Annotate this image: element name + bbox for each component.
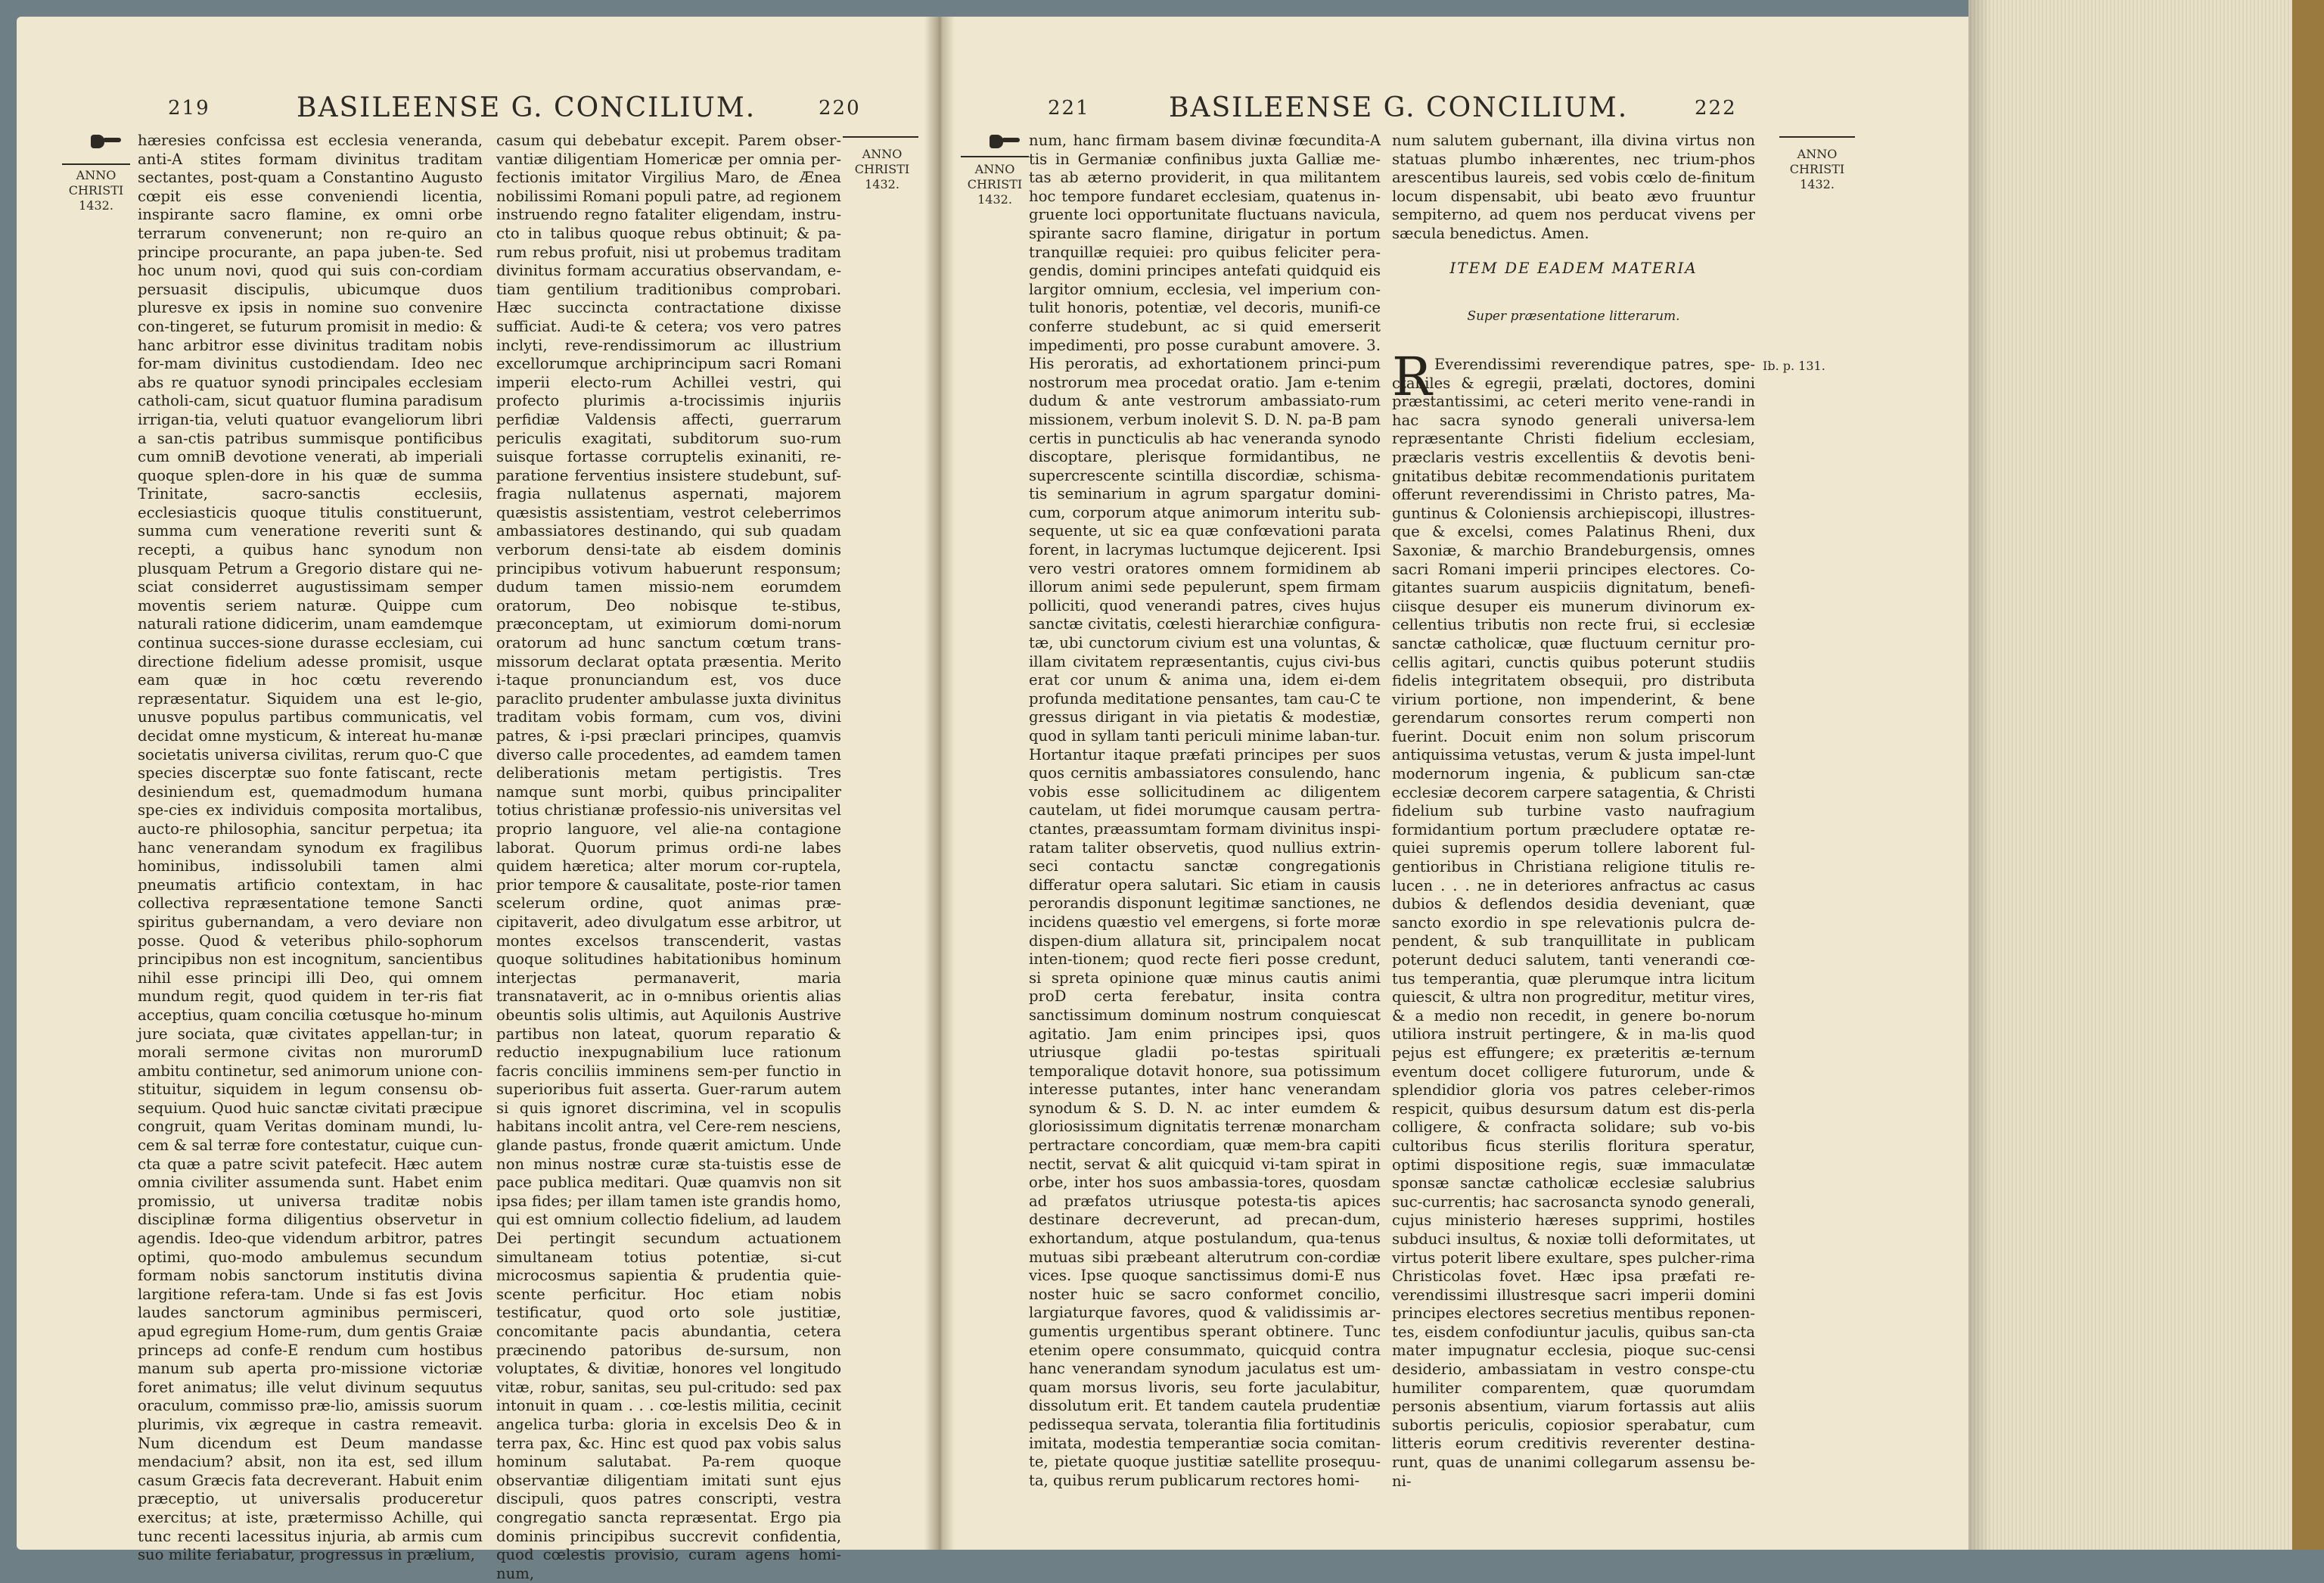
right-col2-closing-text: num salutem gubernant, illa divina virtus non statuas plumbo inhærentes, nec trium-phos arescentibus laureis, sed vobis cœlo de-finitum locum dispensabit, ubi beato ævo fruuntur sempiterno, ad quem nos perducat vivens per sæcula benedictus. Amen. xyxy=(1392,132,1755,242)
left-page-column-2 xyxy=(496,132,841,1582)
margin-year: 1432. xyxy=(865,177,899,191)
margin-christi-word: CHRISTI xyxy=(854,162,910,176)
margin-rule-left-b xyxy=(843,136,918,138)
left-page-column-1 xyxy=(138,132,483,1564)
right-page xyxy=(938,17,1968,1550)
left-page-header xyxy=(17,92,938,138)
page-number-222: 222 xyxy=(1695,97,1737,120)
margin-year: 1432. xyxy=(1800,177,1835,191)
margin-christi-word: CHRISTI xyxy=(1789,162,1845,176)
right-page-column-2-body xyxy=(1392,346,1755,1536)
margin-year: 1432. xyxy=(977,192,1012,207)
margin-rule-right-a xyxy=(961,156,1029,157)
margin-year: 1432. xyxy=(79,198,113,213)
margin-anno-left xyxy=(62,168,130,213)
right-page-column-1 xyxy=(1029,132,1381,1539)
pointing-hand-icon xyxy=(91,132,121,151)
margin-anno-right-outer xyxy=(1779,147,1855,192)
left-col1-text: hæresies confcissa est ecclesia veneranda, anti-A stites formam divinitus traditam sectantes, post-quam a Constantino Augusto cœpit eis esse conveniendi licentia, inspirante sacro flamine, ex omni orbe terrarum convenerunt; non re-quiro an principe procurante, an papa juben-te. Sed hoc unum novi, quod qui suis con-cordiam persuasit discipulis, ubicumque duos pluresve ex ipsis in nomine suo convenire con-tingeret, se futurum promisit in medio: & hanc arbitror esse divinitus traditam nobis for-mam divinitus custodiendam. Ideo nec abs re quatuor synodi principales ecclesiam catholi-cam, sicut quatuor flumina paradisum irrigan-tia, veluti quatuor evangeliorum libri a san-ctis patribus summisque pontificibus cum omniB devotione venerati, ab imperiali quoque splen-dore in his quæ de summa Trinitate, sacro-sanctis ecclesiis, ecclesiasticis quoque titulis constituerunt, summa cum veneratione reveriti sunt & recepti, a quibus hanc synodum non plusquam Petrum a Gregorio distare qui ne-sciat considerret augustissimam semper moventis seriem naturæ. Quippe cum naturali ratione didicerim, unam eamdemque continua succes-sione durasse ecclesiam, cui directione fidelium adesse promisit, usque eam quæ in hoc cœtu reverendo repræsentatur. Siquidem una est le-gio, unusve populus partibus communicatis, vel decidat omne mysticum, & intereat hu-manæ societatis universa civilitas, rerum quo-C que species discerptæ suo fonte fatiscant, recte desiniendum est, quemadmodum humana spe-cies ex individuis composita mortalibus, aucto-re philosophia, sancitur perpetua; ita hanc venerandam synodum ex fragilibus hominibus, indissolubili tamen almi pneumatis artificio contextam, in hac collectiva repræsentatione temone Sancti spiritus gubernandam, a vero deviare non posse. Quod & veteribus philo-sophorum principibus non est incognitum, sancientibus nihil esse principi illi Deo, qui omnem mundum regit, quod quidem in ter-ris fiat acceptius, quam concilia cœtusque ho-minum jure sociata, quæ civitates appellan-tur; in morali sermone civitas non murorumD ambitu continetur, sed animorum unione con-stituitur, siquidem in legum consensu ob-sequium. Quod huic sanctæ civitati præcipue congruit, quam Veritas dominam mundi, lu-cem & sal terræ fore contestatur, cuique cun-cta quæ a patre scivit patefecit. Hæc autem omnia civiliter assumenda sunt. Habet enim promissio, ut universa traditæ nobis disciplinæ forma diligentius observetur in agendis. Ideo-que videndum arbitror, patres optimi, quo-modo ambulemus secundum formam nobis sanctorum institutis divina largitione refera-tam. Unde si fas est Jovis laudes sanctorum agminibus permisceri, apud egregium Home-rum, dum gentis Graiæ princeps ad confe-E rendum cum hostibus manum sub aperta pro-missione victoriæ foret animatus; ille velut divinum sequutus oraculum, commisso præ-lio, amissis suorum plurimis, vix ægreque in castra remeavit. Num dicendum est Deum mandasse mendacium? absit, non ita est, sed illum casum Græcis fata decreverant. Habuit enim præceptio, ut universalis produceretur exercitus; at iste, prætermisso Achille, qui tunc recenti lacessitus injuria, ab armis cum suo milite feriabatur, progressus in prælium, xyxy=(138,132,483,1564)
right-page-column-2-top xyxy=(1392,132,1755,245)
margin-anno-word: ANNO xyxy=(1797,147,1838,161)
right-col2-letter-text: Everendissimi reverendique patres, spe-ctabiles & egregii, prælati, doctores, domini præstantissimi, ac ceteri merito vene-randi in hac sacra synodo generali universa-lem repræsentante Christi fidelium ecclesiam, præclaris vestris excellentiis & devotis beni-gnitatibus debitæ recommendationis puritatem offerunt reverendissimi in Christo patres, Ma-guntinus & Coloniensis archiepiscopi, illustres-que & excelsi, comes Palatinus Rheni, dux Saxoniæ, & marchio Brandeburgensis, omnes sacri Romani imperii principes electores. Co-gitantes suarum auspiciis dignitatum, benefi-ciisque desuper eis munerum divinorum ex-cellentius tributis non recte frui, si ecclesiæ sanctæ catholicæ, quæ fluctuum cernitur pro-cellis agitari, cunctis quibus poterunt studiis fidelis integritatem obsequii, pro distributa virium portione, non impenderint, & bene gerendarum consortes rerum comperti non fuerint. Docuit enim non solum priscorum antiquissima vetustas, verum & justa impel-lunt modernorum ingenia, & publicum san-ctæ ecclesiæ decorem carpere satagentia, & Christi fidelium sub turbine vasto naufragium formidantium portum præcludere optatæ re-quiei supremis operum tollere laborent ful-gentioribus in Christiana religione titulis re-lucen . . . ne in deteriores anfractus ac casus dubios & deflendos desidia deveniant, quæ sancto exordio in spe relevationis pulcra de-pendent, & sub tranquillitate in publicam poterunt deduci salutem, tanti venerandi cœ-tus temperantia, quæ plerumque intra licitum quiescit, & ultra non progreditur, metitur vires, & a medio non recedit, in genere bo-norum utiliora instruit pertingere, & in ma-lis quod pejus est effungere; ex præteritis æ-ternum eventum docet colligere futurorum, unde & splendidior gloria vos patres celeber-rimos respicit, quibus desursum datum est dis-perla colligere, & confracta solidare; sub vo-bis cultoribus ficus sterilis floritura speratur, optimi dispositione regis, suæ immaculatæ sponsæ sanctæ catholicæ ecclesiæ salubrius suc-currentis; hac sacrosancta synodo generali, cujus ministerio hæreses supprimi, hostiles subduci insultus, & noxiæ tolli deformitates, ut virtus poterit libere exultare, spes pulcher-rima Christicolas fovet. Hæc ipsa præfati re-verendissimi illustresque sacri imperii domini principes electores secretius mentibus reponen-tes, eisdem confodiuntur jaculis, quibus san-cta mater impugnatur ecclesia, pioque suc-censi desiderio, ambassiatam in vestro conspe-ctu humiliter comparentem, quæ quorumdam personis absentium, viarum fortassis aut aliis subortis periculis, copiosior sperabatur, cum litteris eorum creditivis reverenter destina-runt, quas de unanimi collegarum assensu be-ni- xyxy=(1392,356,1755,1490)
right-col1-text: num, hanc firmam basem divinæ fœcundita-A tis in Germaniæ confinibus juxta Galliæ me-tas ab æterno providerit, in qua militantem hoc tempore fundaret ecclesiam, quatenus in-gruente loci opportunitate fluctuans navicula, spirante sacro flamine, dirigatur in portum tranquillæ requiei: pro quibus feliciter pera-gendis, domini principes antefati quidquid eis largitor omnium, ecclesia, vel imperium con-tulit honoris, potentiæ, vel decoris, munifi-ce conferre studebunt, ac si quid emerserit impedimenti, pro posse curabunt amovere. 3. His peroratis, ad exhortationem princi-pum nostrorum mea procedat oratio. Jam e-tenim dudum & ante vestrorum ambassiato-rum missionem, verbum inolevit S. D. N. pa-B pam certis in puncticulis ab hac veneranda synodo discoptare, plerisque formidantibus, ne supercrescente scintilla discordiæ, schisma-tis seminarium in agrum spargatur domini-cum, corporum atque animorum interitu sub-sequente, ut sic ea quæ confœvationi parata forent, in lacrymas luctumque dejicerent. Ipsi vero vestri oratores omnem formidinem ab illorum animi sede pepulerunt, spem firmam polliciti, quod venerandi patres, cives hujus sanctæ civitatis, cœlesti hierarchiæ configura-tæ, ubi cunctorum civium est una voluntas, & illam civitatem repræsentantis, cujus civi-bus erat cor unum & anima una, idem ei-dem profunda meditatione pensantes, tam cau-C te gressus dirigant in via pietatis & modestiæ, quod in syllam tanti periculi minime laban-tur. Hortantur itaque præfati principes per suos quos cernitis ambassiatores consulendo, hanc vobis esse sollicitudinem ac diligentem cautelam, ut fidei morumque causam pertra-ctantes, præassumtam formam divinitus inspi-ratam taliter observetis, quod nullius extrin-seci contactu sanctæ congregationis differatur opera salutari. Sic etiam in causis perorandis disponunt legitimæ sanctiones, ne incidens quæstio vel emergens, si forte moræ dispen-dium allatura sit, principalem nocat inten-tionem; quod recte fieri posse credunt, si spreta opinione quæ minus cautis animi proD certa ferebatur, insita contra sanctissimum dominum nostrum conquiescat agitatio. Jam enim principes ipsi, quos utriusque gladii po-testas spirituali temporalique dotavit honore, sua potissimum interesse putantes, inter hanc venerandam synodum & S. D. N. ac inter eumdem & gloriosissimum dignitatis terrenæ monarcham pertractare concordiam, quæ mem-bra capiti nectit, servat & alit quicquid vi-tam spirat in orbe, inter hos suos ambassia-tores, quosdam ad præfatos utriusque potesta-tis apices destinare decreverunt, ad precan-dum, exhortandum, atque postulandum, qua-tenus mutuas sibi præbeant alterutrum con-cordiæ vices. Ipse quoque sanctissimus domi-E nus noster huic se sacro conformet concilio, largiaturque favores, quod & validissimis ar-gumentis urgentibus sperant obtinere. Tunc etenim opere consummato, quicquid contra hanc venerandam synodum jaculatus est um-quam morsus livoris, seu forte jaculabitur, dissolutum erit. Et tandem cautela prudentiæ pedissequa servata, tolerantia filia fortitudinis imitata, modestia temperantiæ socia comitan-te, pietate quoque justitiæ satellite prosequu-ta, quibus rerum publicarum rectores homi- xyxy=(1029,132,1381,1489)
running-title-right: BASILEENSE G. CONCILIUM. xyxy=(1169,92,1629,123)
margin-rule-right-b xyxy=(1779,136,1855,138)
left-col2-text: casum qui debebatur excepit. Parem obser-vantiæ diligentiam Homericæ per omnia per-fectionis imitator Virgilius Maro, de Ænea nobilissimi Romani populi patre, ad regionem instruendo regno fataliter eligendam, instru-cto in talibus quoque rebus obtinuit; & pa-rum rebus profuit, nisi ut probemus traditam divinitus formam accuratius observandam, e-tiam gentilium traditionibus comprobari. Hæc succincta contractatione dixisse sufficiat. Audi-te & cetera; vos vero patres inclyti, reve-rendissimorum ac illustrium excellorumque archiprincipum sacri Romani imperii electo-rum Achillei vestri, qui profecto plurimis a-trocissimis injuriis perfidiæ Valdensis affecti, guerrarum periculis exagitati, subditorum suo-rum suisque fortasse corruptelis exinaniti, re-paratione ferventius insistere studebunt, suf-fragia nullatenus aspernati, majorem quæsistis assistentiam, vestrot celeberrimos ambassiatores destinando, qui sub quadam verborum densi-tate ab eisdem dominis principibus votivum habuerunt responsum; dudum tamen missio-nem eorumdem oratorum, Deo nobisque te-stibus, præconceptam, ut eximiorum domi-norum oratorum ad hunc sanctum cœtum trans-missorum declarat optata præsentia. Merito i-taque pronunciandum est, vos duce paraclito prudenter ambulasse juxta divinitus traditam vobis formam, cum vos, divini patres, & i-psi præclari principes, quamvis diverso calle procedentes, ad eamdem tamen deliberationis metam pertigistis. Tres namque sunt morbi, quibus principaliter totius christianæ professio-nis universitas vel proprio languore, vel alie-na contagione laborat. Quorum primus ordi-ne labes quidem hæretica; alter morum cor-ruptela, prior tempore & causalitate, poste-rior tamen scelerum ordine, quot animas præ-cipitaverit, adeo divulgatum esse arbitror, ut montes excelsos transcenderit, vastas quoque solitudines habitationibus hominum interjectas permanaverit, maria transnataverit, ac in o-mnibus orientis alias obeuntis solis ultimis, aut Aquilonis Austrive partibus non lateat, quorum reparatio & reductio inexpugnabilium luce rationum facris conciliis imminens sem-per functio in superioribus fuit asserta. Guer-rarum autem si quis ignoret discrimina, vel in scopulis habitans incolit antra, vel Cere-rem nesciens, glande pastus, fronde quærit amictum. Unde non minus nostræ curæ sta-tuistis esse de pace publica meditari. Quæ quamvis non sit ipsa fides; per illam tamen iste grandis homo, qui est omnium collectio fidelium, ad laudem Dei pertingit secundum actuationem simultaneam totius potentiæ, si-cut microcosmus sapientia & prudentia quie-scente perficitur. Hoc etiam nobis testificatur, quod orto sole justitiæ, concomitante pacis abundantia, cetera præcinendo patoribus de-sursum, non voluptates, & divitiæ, honores vel longitudo vitæ, robur, sanitas, seu pul-critudo: sed pax intonuit in quam . . . cœ-lestis militia, cecinit angelica turba: gloria in excelsis Deo & in terra pax, &c. Hinc est quod pax vobis salus hominum salutabat. Pa-rem quoque observantiæ diligentiam imitati sunt ejus discipuli, quos patres conscripti, vestra congregatio sancta repræsentat. Ergo pia dominis principibus succrevit confidentia, quod cœlestis provisio, curam agens homi-num, xyxy=(496,132,841,1582)
left-page xyxy=(17,17,938,1582)
page-number-221: 221 xyxy=(1048,97,1090,120)
running-title-left: BASILEENSE G. CONCILIUM. xyxy=(297,92,757,123)
margin-anno-word: ANNO xyxy=(76,168,117,182)
page-edges xyxy=(1968,0,2324,1550)
margin-anno-left-inner xyxy=(844,147,920,192)
page-number-220: 220 xyxy=(819,97,861,120)
margin-christi-word: CHRISTI xyxy=(68,183,124,197)
section-heading: ITEM DE EADEM MATERIA xyxy=(1449,259,1698,277)
page-number-219: 219 xyxy=(168,97,210,120)
book-gutter xyxy=(924,17,955,1550)
right-page-header xyxy=(938,92,1968,138)
margin-anno-word: ANNO xyxy=(862,147,903,161)
book-cover-edge xyxy=(2292,0,2324,1550)
page-edges-shade xyxy=(1968,0,1991,1550)
margin-rule-left-a xyxy=(62,163,130,165)
margin-anno-right xyxy=(961,162,1029,207)
margin-christi-word: CHRISTI xyxy=(967,177,1023,191)
pointing-hand-icon xyxy=(990,132,1020,151)
drop-cap: R xyxy=(1392,346,1432,408)
side-reference: Ib. p. 131. xyxy=(1763,359,1825,373)
margin-anno-word: ANNO xyxy=(974,162,1015,176)
section-subheading: Super præsentatione litterarum. xyxy=(1467,309,1680,324)
